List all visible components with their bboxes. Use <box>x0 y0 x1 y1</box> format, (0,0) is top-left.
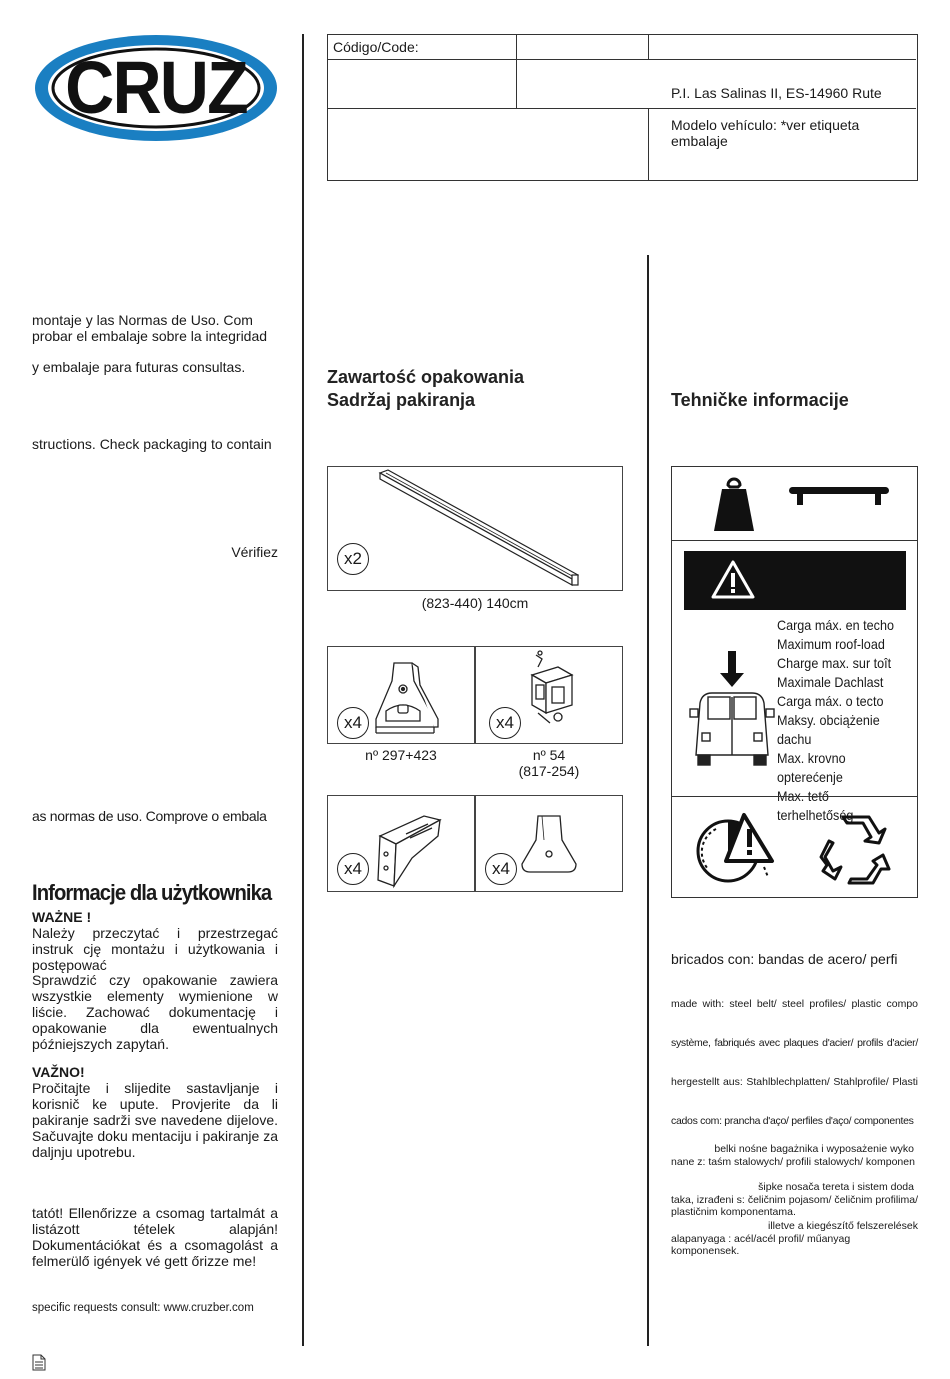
warning-icon <box>710 559 756 601</box>
materials-hu-1: illetve a kiegészítő felszerelések <box>768 1220 918 1232</box>
pl-section-title: Informacje dla użytkownika <box>32 880 272 905</box>
es-text-line1: montaje y las Normas de Uso. Com <box>32 312 253 328</box>
hu-text: tatót! Ellenőrizze a csomag tartalmát a listázott tételek alapján! Dokumentációkat és a csomagolást a felmerülő igények vé gett őrizze me! <box>32 1205 278 1269</box>
materials-pl-1: belki nośne bagażnika i wyposażenie wyko <box>714 1143 914 1155</box>
max-load-label: Maximale Dachlast <box>777 674 884 690</box>
materials-pt: cados com: prancha d'aço/ perfiles d'aço/ componentes <box>671 1115 914 1127</box>
item-caption-bar: (823-440) 140cm <box>421 595 529 611</box>
max-load-label: Carga máx. o tecto <box>777 693 884 709</box>
document-icon <box>32 1354 46 1376</box>
logo-text: CRUZ <box>65 46 247 129</box>
materials-de: hergestellt aus: Stahlblechplatten/ Stahlprofile/ Plasti <box>671 1076 918 1088</box>
materials-fr: système, fabriqués avec plaques d'acier/ profils d'acier/ <box>671 1037 918 1049</box>
column-divider-right <box>647 255 649 1346</box>
pt-text-line1: as normas de uso. Comprove o embala <box>32 808 267 824</box>
item-box-pad <box>327 795 475 892</box>
address-text: P.I. Las Salinas II, ES-14960 Rute <box>671 85 882 101</box>
hr-text: Pročitajte i slijedite sastavljanje i korisnič ke upute. Provjerite da li pakiranje sadrži sve navedene dijelove. Sačuvajte doku mentaciju i pakiranje za daljnju upotrebu. <box>32 1080 278 1160</box>
icons-divider <box>672 796 917 797</box>
materials-pl-2: nane z: taśm stalowych/ profili stalowych/ komponen <box>671 1156 915 1168</box>
item-box-plate <box>475 795 623 892</box>
materials-en: made with: steel belt/ steel profiles/ plastic compo <box>671 998 918 1010</box>
es-text-line3: y embalaje para futuras consultas. <box>32 359 246 375</box>
pl-text-2: Sprawdzić czy opakowanie zawiera wszystkie elementy wymienione w liście. Zachować dokumentację i opakowanie dla ewentualnych późniejszych zapytań. <box>32 972 278 1052</box>
max-load-label: Maksy. obciążenie dachu <box>777 712 880 747</box>
header-table <box>327 34 918 181</box>
package-contents-title-pl: Zawartość opakowania <box>327 367 525 387</box>
max-load-label: Max. krovno opterećenje <box>777 750 846 785</box>
max-load-label: Max. tető terhelhetőség <box>777 788 854 823</box>
code-label: Código/Code: <box>333 39 419 55</box>
pl-text-1: Należy przeczytać i przestrzegać instruk cję montażu i użytkowania i postępować <box>32 925 278 973</box>
weight-icon <box>704 471 764 541</box>
cruz-logo <box>32 32 280 144</box>
roof-bar-icon <box>785 481 895 511</box>
item-qty-foot: x4 <box>337 707 369 739</box>
item-caption-foot: nº 297+423 <box>365 747 437 763</box>
weight-section <box>672 467 917 541</box>
item-box-clamp <box>475 646 623 744</box>
es-text-line2: probar el embalaje sobre la integridad <box>32 328 268 344</box>
speed-warning-icon <box>686 807 786 887</box>
footer-text: specific requests consult: www.cruzber.com <box>32 1302 254 1314</box>
item-qty-bar: x2 <box>337 543 369 575</box>
fr-text-line1: Vérifiez <box>231 544 278 560</box>
max-load-label: Carga máx. en techo <box>777 617 894 633</box>
en-text-line1: structions. Check packaging to contain <box>32 436 272 452</box>
materials-hu-2: alapanyaga : acél/acél profil/ műanyag komponensek. <box>671 1233 851 1257</box>
max-load-label: Charge max. sur toît <box>777 655 892 671</box>
materials-es: bricados con: bandas de acero/ perfi <box>671 951 898 967</box>
van-rear-icon <box>686 647 778 767</box>
hr-important-label: VAŽNO! <box>32 1064 85 1080</box>
item-qty-clamp: x4 <box>489 707 521 739</box>
item-qty-pad: x4 <box>337 853 369 885</box>
recycling-icon <box>819 813 891 885</box>
technical-info-box <box>671 466 918 898</box>
pl-important-label: WAŻNE ! <box>32 909 92 925</box>
item-caption-clamp-ref: (817-254) <box>518 763 580 779</box>
materials-hr-2: taka, izrađeni s: čeličnim pojasom/ čeličnim profilima/ plastičnim komponentama. <box>671 1194 918 1218</box>
item-box-bar <box>327 466 623 591</box>
item-qty-plate: x4 <box>485 853 517 885</box>
vehicle-model-text: Modelo vehículo: *ver etiqueta embalaje <box>671 117 860 149</box>
item-box-foot <box>327 646 475 744</box>
technical-info-title: Tehničke informacije <box>671 390 849 410</box>
materials-hr-1: šipke nosača tereta i sistem doda <box>758 1181 914 1193</box>
warning-banner <box>684 551 906 610</box>
package-contents-title-hr: Sadržaj pakiranja <box>327 390 476 410</box>
column-divider-left <box>302 34 304 1346</box>
item-caption-clamp: nº 54 <box>532 747 566 763</box>
max-load-label: Maximum roof-load <box>777 636 885 652</box>
roof-bar-illustration <box>328 467 622 590</box>
max-load-labels <box>777 616 903 825</box>
